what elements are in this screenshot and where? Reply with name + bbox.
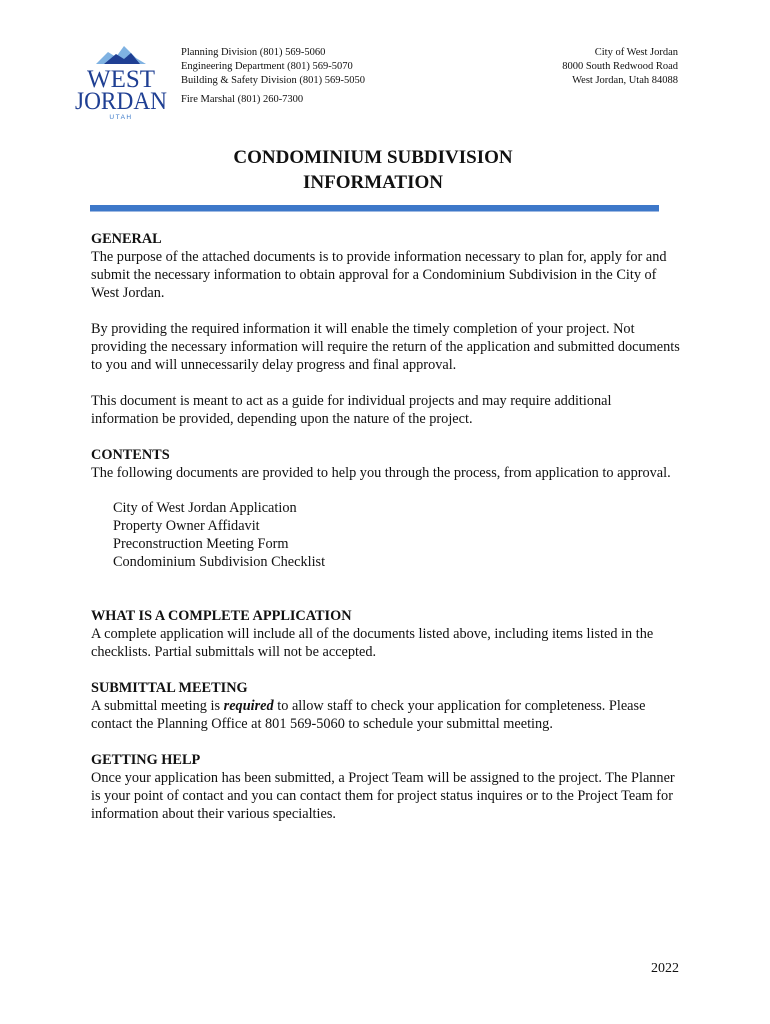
fire-marshal-contact: Fire Marshal (801) 260-7300 [181, 94, 304, 105]
complete-application-heading: WHAT IS A COMPLETE APPLICATION [91, 608, 352, 624]
list-item: Condominium Subdivision Checklist [113, 554, 326, 570]
city-name: City of West Jordan [594, 47, 678, 58]
street-address: 8000 South Redwood Road [562, 61, 678, 72]
title-divider [90, 205, 659, 212]
general-paragraph-3: This document is meant to act as a guide for individual projects and may require additional information be provided, depending upon the nature of the project. [91, 393, 612, 427]
logo-graphic [74, 43, 170, 123]
required-emphasis: required [223, 698, 274, 714]
contents-list [113, 499, 681, 571]
building-safety-contact: Building & Safety Division (801) 569-5050 [181, 75, 366, 86]
document-year: 2022 [651, 961, 679, 976]
submittal-meeting-heading: SUBMITTAL MEETING [91, 680, 248, 696]
general-paragraph-1: The purpose of the attached documents is to provide information necessary to plan for, apply for and submit the necessary information to obtain approval for a Condominium Subdivision in the City of West Jordan. [91, 249, 667, 301]
submittal-text-start: A submittal meeting is [91, 698, 224, 714]
contents-intro: The following documents are provided to help you through the process, from application to approval. [91, 465, 671, 481]
engineering-department-contact: Engineering Department (801) 569-5070 [181, 61, 353, 72]
city-address [562, 46, 678, 88]
submittal-meeting-text [91, 697, 681, 733]
west-jordan-logo [74, 43, 170, 123]
contents-heading: CONTENTS [91, 447, 170, 463]
city-state-zip: West Jordan, Utah 84088 [572, 75, 678, 86]
document-body [91, 230, 681, 823]
complete-application-text: A complete application will include all of the documents listed above, including items listed in the checklists. Partial submittals will not be accepted. [91, 626, 654, 660]
general-heading: GENERAL [91, 231, 162, 247]
getting-help-text: Once your application has been submitted, a Project Team will be assigned to the project. The Planner is your point of contact and you can contact them for project status inquires or to the Project Team for information about their various specialties. [91, 770, 675, 822]
title-line-2: INFORMATION [302, 172, 444, 193]
planning-division-contact: Planning Division (801) 569-5060 [181, 47, 326, 58]
list-item: Property Owner Affidavit [113, 518, 260, 534]
logo-word-utah: UTAH [109, 114, 133, 121]
department-contacts [181, 46, 365, 107]
general-paragraph-2: By providing the required information it will enable the timely completion of your project. Not providing the necessary information will require the return of the application and submitted documents to you and will unnecessarily delay progress and final approval. [91, 321, 680, 373]
title-line-1: CONDOMINIUM SUBDIVISION [233, 147, 513, 168]
document-title [88, 145, 658, 195]
list-item: City of West Jordan Application [113, 500, 297, 516]
submittal-text-end: to allow staff to check your application for completeness. Please contact the Planning Office at 801 569-5060 to schedule your submittal meeting. [91, 698, 646, 732]
getting-help-heading: GETTING HELP [91, 752, 201, 768]
list-item: Preconstruction Meeting Form [113, 536, 289, 552]
logo-word-west: WEST [86, 66, 156, 93]
logo-word-jordan: JORDAN [75, 88, 167, 115]
